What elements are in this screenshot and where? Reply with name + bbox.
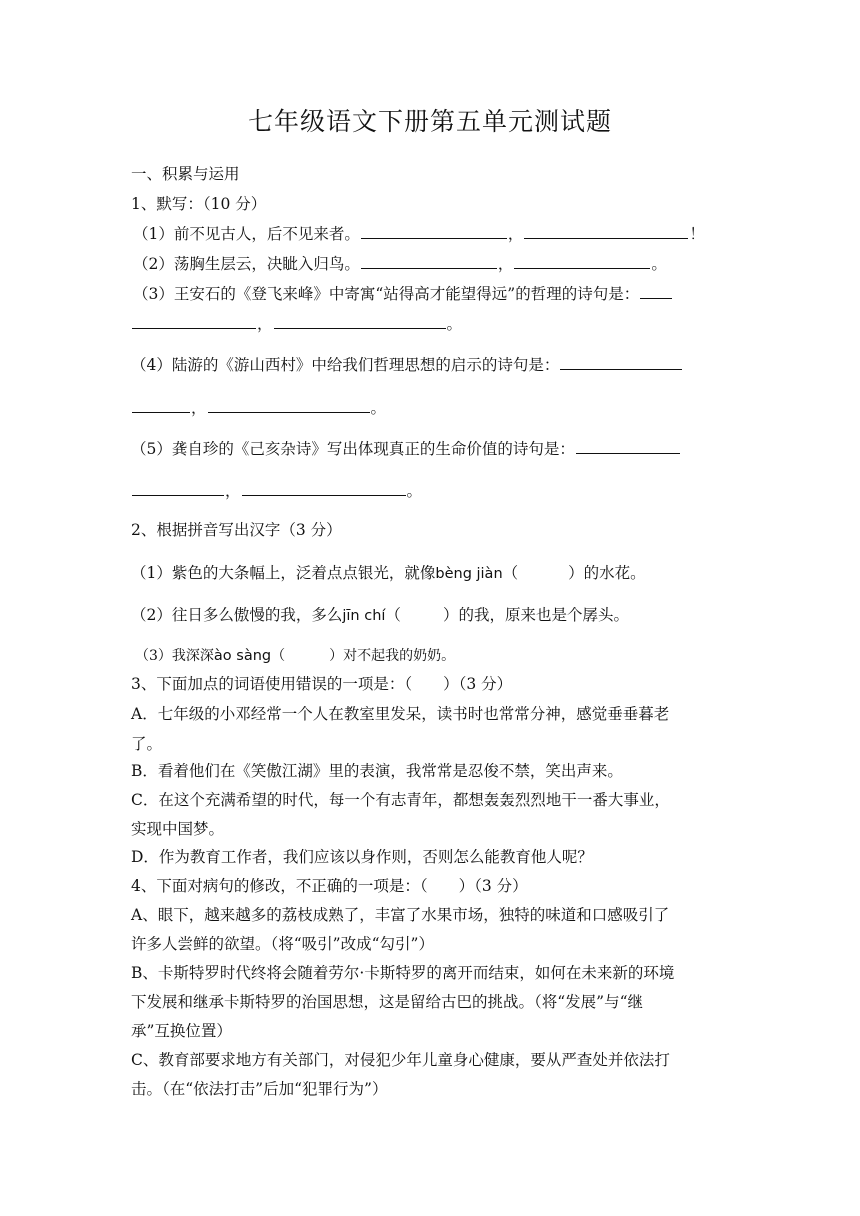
- answer-blank[interactable]: [132, 478, 224, 496]
- item-text: （2）荡胸生层云，决眦入归鸟。: [133, 255, 360, 273]
- question-1-item-3: [133, 281, 733, 306]
- question-1-item-4-cont: [131, 395, 731, 420]
- question-2-heading: 2、根据拼音写出汉字（3 分）: [131, 521, 342, 539]
- item-text: （1）紫色的大条幅上，泛着点点银光，就像: [131, 564, 436, 582]
- end-punct: 。: [651, 255, 667, 273]
- open-paren: （: [271, 648, 286, 664]
- end-punct: 。: [446, 315, 463, 333]
- answer-blank[interactable]: [132, 395, 190, 413]
- question-1-item-3-cont: [131, 311, 731, 336]
- question-1-item-5-cont: [131, 478, 731, 503]
- pinyin: ào sàng: [213, 648, 272, 664]
- answer-blank[interactable]: [640, 281, 672, 299]
- question-3-option-c: C．在这个充满希望的时代，每一个有志青年，都想轰轰烈烈地干一番大事业，: [131, 791, 670, 809]
- answer-blank[interactable]: [132, 311, 256, 329]
- question-3-option-a: A．七年级的小邓经常一个人在教室里发呆，读书时也常常分神，感觉垂垂暮老: [131, 705, 670, 723]
- question-2-item-2: [131, 603, 731, 628]
- question-3-option-c-cont: 实现中国梦。: [131, 820, 225, 838]
- item-text: （1）前不见古人，后不见来者。: [133, 225, 360, 243]
- item-text: （3）王安石的《登飞来峰》中寄寓“站得高才能望得远”的哲理的诗句是：: [133, 285, 640, 303]
- answer-blank[interactable]: [242, 478, 406, 496]
- item-text: ）的我，原来也是个孱头。: [442, 606, 629, 624]
- pinyin: jīn chí: [342, 608, 386, 624]
- answer-blank[interactable]: [524, 221, 688, 239]
- separator: ，: [225, 482, 241, 500]
- question-2-item-1: [131, 561, 731, 586]
- page-title: 七年级语文下册第五单元测试题: [247, 107, 612, 136]
- question-4-option-c-cont: 击。（在“依法打击”后加“犯罪行为”）: [131, 1080, 388, 1098]
- item-text: ）对不起我的奶奶。: [329, 648, 456, 664]
- question-3-heading: 3、下面加点的词语使用错误的一项是：（ ）（3 分）: [131, 675, 513, 693]
- item-text: （3）我深深: [135, 648, 214, 664]
- item-text: （2）往日多么傲慢的我，多么: [131, 606, 343, 624]
- section-heading: 一、积累与运用: [131, 165, 240, 183]
- question-4-option-a-cont: 许多人尝鲜的欲望。（将“吸引”改成“勾引”）: [131, 935, 434, 953]
- question-1-item-5: [131, 436, 731, 461]
- question-1-item-4: [131, 352, 731, 377]
- question-4-option-a: A、眼下，越来越多的荔枝成熟了，丰富了水果市场，独特的味道和口感吸引了: [131, 906, 670, 924]
- question-3-option-d: D．作为教育工作者，我们应该以身作则，否则怎么能教育他人呢？: [131, 848, 593, 866]
- item-text: ）的水花。: [568, 564, 646, 582]
- answer-blank[interactable]: [560, 352, 682, 370]
- question-4-option-b-cont2: 承”互换位置）: [131, 1022, 232, 1040]
- question-1-heading: 1、默写：（10 分）: [131, 195, 267, 213]
- question-4-heading: 4、下面对病句的修改，不正确的一项是：（ ）（3 分）: [131, 877, 528, 895]
- separator: ，: [191, 399, 207, 417]
- question-4-option-c: C、教育部要求地方有关部门，对侵犯少年儿童身心健康，要从严查处并依法打: [131, 1051, 670, 1069]
- end-punct: 。: [370, 399, 387, 417]
- answer-blank[interactable]: [274, 311, 446, 329]
- answer-blank[interactable]: [576, 436, 680, 454]
- answer-blank[interactable]: [361, 251, 497, 269]
- item-text: （4）陆游的《游山西村》中给我们哲理思想的启示的诗句是：: [131, 356, 560, 374]
- separator: ，: [257, 315, 273, 333]
- answer-blank[interactable]: [514, 251, 650, 269]
- separator: ，: [497, 255, 514, 273]
- question-4-option-b: B、卡斯特罗时代终将会随着劳尔·卡斯特罗的离开而结束，如何在未来新的环境: [131, 964, 675, 982]
- question-3-option-b: B．看着他们在《笑傲江湖》里的表演，我常常是忍俊不禁，笑出声来。: [131, 762, 623, 780]
- separator: ，: [507, 225, 524, 243]
- open-paren: （: [385, 606, 401, 624]
- question-1-item-2: [133, 251, 733, 276]
- end-punct: ！: [689, 225, 705, 243]
- answer-blank[interactable]: [208, 395, 370, 413]
- open-paren: （: [502, 564, 519, 582]
- question-2-item-3: [135, 644, 735, 668]
- item-text: （5）龚自珍的《己亥杂诗》写出体现真正的生命价值的诗句是：: [131, 440, 575, 458]
- question-4-option-b-cont: 下发展和继承卡斯特罗的治国思想，这是留给古巴的挑战。（将“发展”与“继: [131, 993, 644, 1011]
- question-1-item-1: [133, 221, 733, 246]
- answer-blank[interactable]: [361, 221, 507, 239]
- question-3-option-a-cont: 了。: [131, 735, 163, 753]
- pinyin: bèng jiàn: [435, 566, 503, 582]
- end-punct: 。: [406, 482, 423, 500]
